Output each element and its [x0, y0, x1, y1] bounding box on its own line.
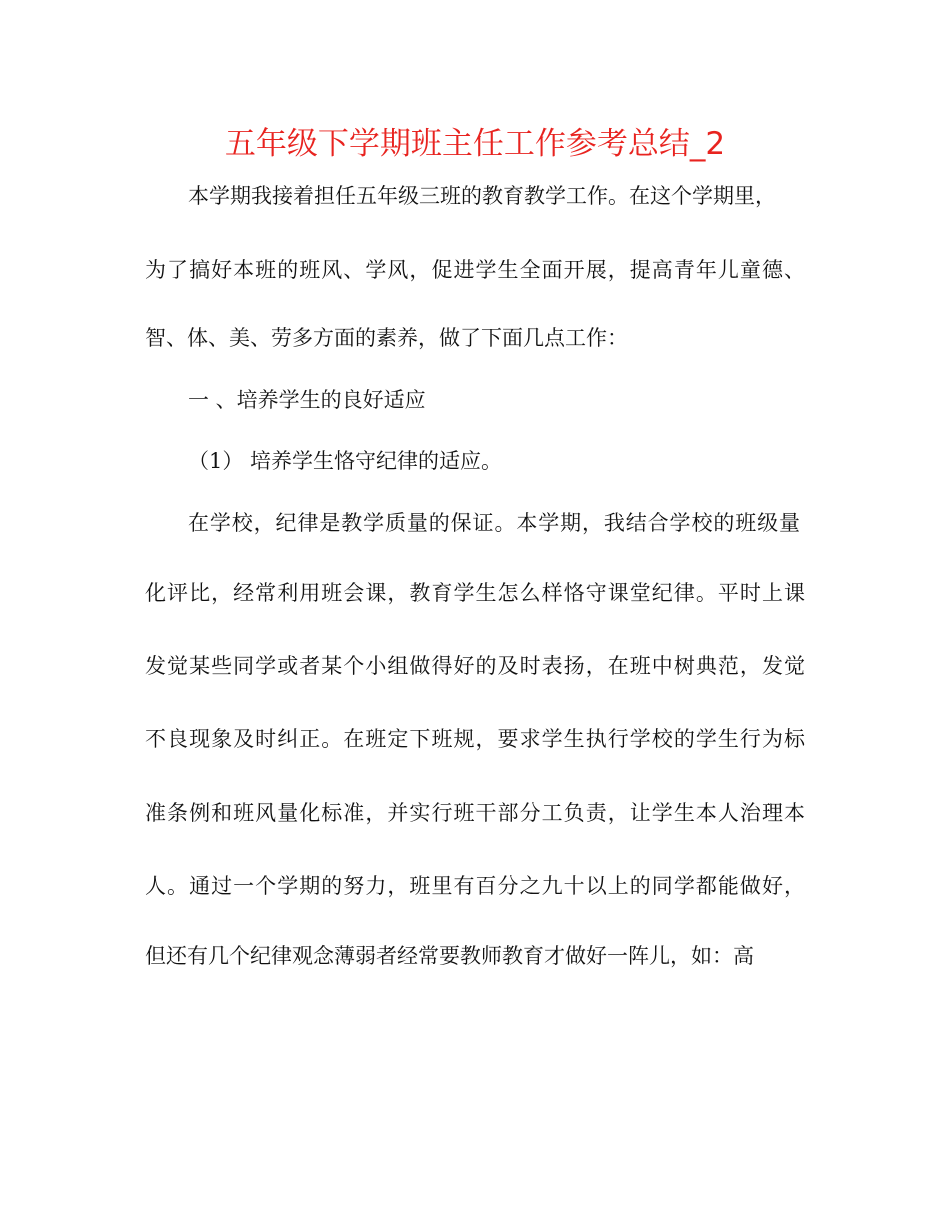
paragraph-line: 不良现象及时纠正。在班定下班规，要求学生执行学校的学生行为标 — [145, 727, 805, 751]
paragraph-line: 为了搞好本班的班风、学风，促进学生全面开展，提高青年儿童德、 — [145, 258, 805, 282]
paragraph-line: 发觉某些同学或者某个小组做得好的及时表扬，在班中树典范，发觉 — [145, 654, 805, 678]
section-heading: 一 、培养学生的良好适应 — [188, 388, 426, 412]
paragraph-line: 化评比，经常利用班会课，教育学生怎么样恪守课堂纪律。平时上课 — [145, 581, 805, 605]
paragraph-line: 人。通过一个学期的努力，班里有百分之九十以上的同学都能做好， — [145, 874, 805, 898]
subsection-heading: （1） 培养学生恪守纪律的适应。 — [188, 449, 503, 473]
paragraph-line: 准条例和班风量化标准，并实行班干部分工负责，让学生本人治理本 — [145, 801, 805, 825]
paragraph-line: 智、体、美、劳多方面的素养，做了下面几点工作： — [145, 326, 628, 350]
document-title: 五年级下学期班主任工作参考总结_2 — [224, 126, 726, 162]
paragraph-line: 在学校，纪律是教学质量的保证。本学期，我结合学校的班级量 — [188, 511, 800, 535]
paragraph-line: 但还有几个纪律观念薄弱者经常要教师教育才做好一阵儿，如：高 — [145, 944, 754, 968]
paragraph-line: 本学期我接着担任五年级三班的教育教学工作。在这个学期里， — [188, 184, 776, 208]
